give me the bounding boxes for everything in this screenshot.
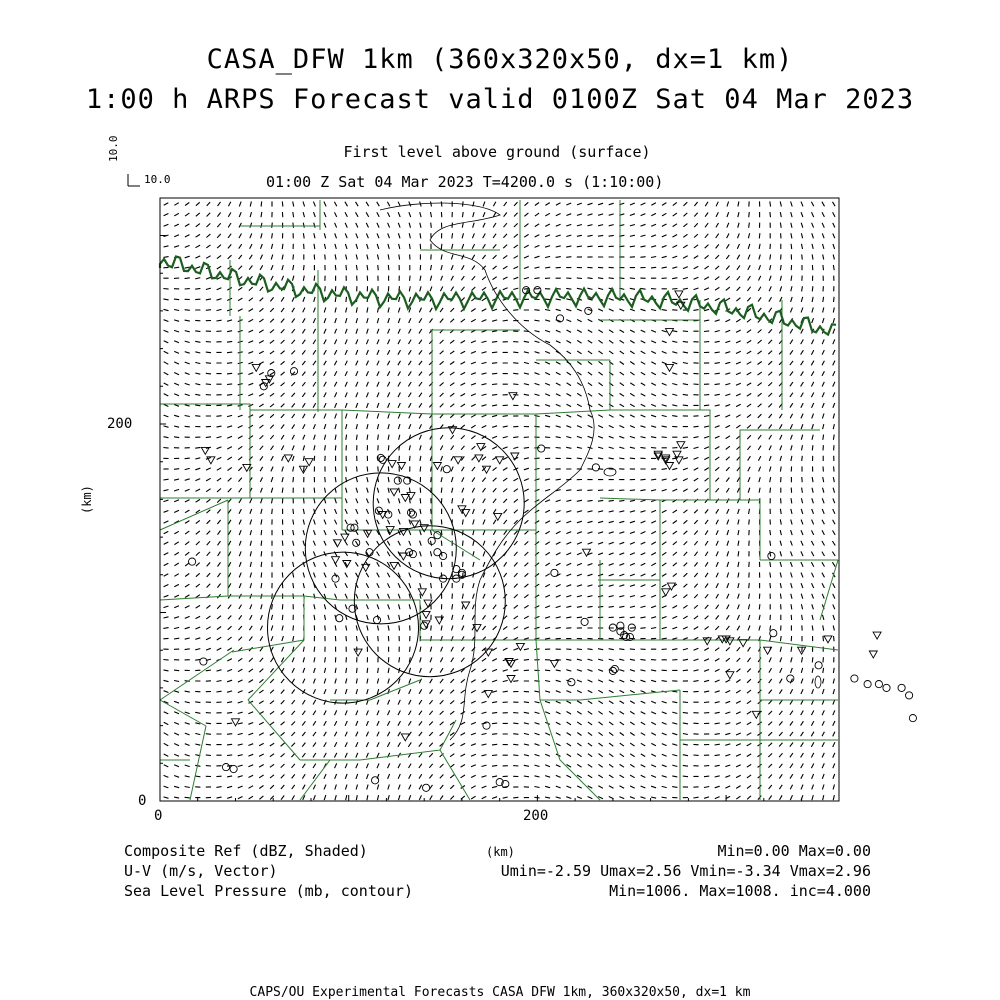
- station-circle-35: [409, 511, 416, 518]
- station-triangle-42: [873, 632, 881, 639]
- station-triangle-44: [824, 636, 832, 643]
- station-circle-51: [787, 675, 794, 682]
- county-boundary-33: [190, 726, 206, 800]
- station-circle-59: [909, 715, 916, 722]
- station-circle-31: [421, 622, 428, 629]
- radar-ring-0: [373, 428, 524, 579]
- station-triangle-19: [494, 513, 502, 520]
- x-axis-label: (km): [486, 845, 515, 859]
- station-triangle-71: [332, 557, 340, 564]
- station-triangle-9: [390, 489, 398, 496]
- y-tick-200: 200: [107, 416, 133, 432]
- station-circle-43: [336, 615, 343, 622]
- station-triangle-29: [341, 534, 349, 541]
- vector-reference-arrow: [128, 174, 140, 186]
- vector-reference-v-label: 10.0: [107, 135, 120, 162]
- station-circle-17: [440, 552, 447, 559]
- x-tick-200: 200: [523, 808, 549, 824]
- x-tick-0: 0: [154, 808, 163, 824]
- legend-reflectivity: Composite Ref (dBZ, Shaded): [124, 842, 368, 860]
- station-triangle-61: [666, 364, 674, 371]
- station-circle-54: [875, 681, 882, 688]
- station-markers: [189, 287, 917, 792]
- station-triangle-1: [477, 444, 485, 451]
- station-circle-48: [394, 477, 401, 484]
- county-boundary-2: [250, 410, 342, 498]
- station-triangle-63: [675, 291, 683, 298]
- legend-wind: U-V (m/s, Vector): [124, 862, 278, 880]
- level-subtitle-text: First level above ground (surface): [343, 143, 651, 161]
- county-boundary-3: [342, 410, 536, 414]
- county-boundary-43: [820, 560, 838, 620]
- station-circle-11: [428, 537, 435, 544]
- station-circle-58: [906, 692, 913, 699]
- station-circle-45: [373, 616, 380, 623]
- station-circle-49: [768, 552, 775, 559]
- station-triangle-23: [418, 589, 426, 596]
- county-boundary-52: [540, 700, 600, 800]
- county-boundary-63: [248, 700, 300, 760]
- chart-title-line1: CASA_DFW 1km (360x320x50, dx=1 km): [206, 44, 794, 75]
- county-boundary-41: [760, 640, 838, 650]
- station-circle-55: [864, 681, 871, 688]
- station-circle-42: [290, 368, 297, 375]
- vector-reference-u-label: 10.0: [144, 173, 171, 186]
- station-triangle-33: [662, 589, 670, 596]
- station-triangle-57: [201, 447, 209, 454]
- station-circle-53: [851, 675, 858, 682]
- station-triangle-74: [305, 459, 313, 466]
- station-triangle-45: [726, 672, 734, 679]
- station-circle-0: [379, 456, 386, 463]
- station-triangle-68: [390, 562, 398, 569]
- station-triangle-30: [473, 625, 481, 632]
- station-triangle-10: [401, 495, 409, 502]
- station-triangle-35: [703, 638, 711, 645]
- station-triangle-4: [433, 463, 441, 470]
- county-boundary-34: [300, 760, 330, 800]
- station-triangle-52: [401, 734, 409, 741]
- station-triangle-39: [739, 640, 747, 647]
- station-triangle-7: [388, 461, 396, 468]
- credit-footer: CAPS/OU Experimental Forecasts CASA DFW 1km, 360x320x50, dx=1 km: [249, 985, 751, 1000]
- county-boundary-36: [440, 720, 456, 750]
- station-circle-50: [770, 630, 777, 637]
- station-circle-66: [372, 777, 379, 784]
- station-circle-19: [611, 665, 618, 672]
- radar-ring-3: [268, 552, 419, 703]
- station-triangle-46: [752, 711, 760, 718]
- station-circle-18: [551, 569, 558, 576]
- county-boundary-51: [304, 596, 340, 600]
- county-boundary-16: [536, 410, 610, 414]
- legend-wind-range: Umin=-2.59 Umax=2.56 Vmin=-3.34 Vmax=2.96: [500, 862, 871, 880]
- station-circle-30: [568, 679, 575, 686]
- station-circle-34: [407, 509, 414, 516]
- station-circle-39: [230, 765, 237, 772]
- station-triangle-43: [869, 651, 877, 658]
- chart-title-line2: 1:00 h ARPS Forecast valid 0100Z Sat 04 Mar 2023: [85, 84, 915, 115]
- station-circle-29: [581, 618, 588, 625]
- station-triangle-51: [422, 611, 430, 618]
- station-triangle-2: [454, 457, 462, 464]
- station-triangle-26: [435, 617, 443, 624]
- station-circle-28: [592, 464, 599, 471]
- legend-pressure: Sea Level Pressure (mb, contour): [124, 882, 413, 900]
- station-circle-52: [815, 662, 822, 669]
- station-triangle-48: [550, 660, 558, 667]
- station-circle-38: [222, 764, 229, 771]
- county-boundary-22: [710, 500, 760, 560]
- station-triangle-60: [252, 364, 260, 371]
- station-circle-57: [898, 684, 905, 691]
- station-circle-56: [883, 684, 890, 691]
- county-boundary-12: [248, 640, 304, 700]
- station-triangle-21: [509, 393, 517, 400]
- station-triangle-67: [484, 691, 492, 698]
- station-triangle-47: [583, 549, 591, 556]
- station-triangle-54: [232, 719, 240, 726]
- station-triangle-53: [354, 649, 362, 656]
- station-circle-46: [443, 466, 450, 473]
- legend-reflectivity-range: Min=0.00 Max=0.00: [717, 842, 871, 860]
- station-triangle-65: [516, 643, 524, 650]
- station-triangle-62: [666, 329, 674, 336]
- county-boundary-7: [160, 500, 228, 530]
- station-triangle-3: [496, 457, 504, 464]
- y-tick-0: 0: [138, 793, 147, 809]
- lake-outline-2: [815, 676, 821, 688]
- station-circle-36: [189, 558, 196, 565]
- county-boundary-24: [740, 430, 820, 500]
- station-circle-62: [534, 287, 541, 294]
- legend-pressure-range: Min=1006. Max=1008. inc=4.000: [609, 882, 871, 900]
- radar-ring-2: [354, 526, 505, 677]
- county-boundary-38: [580, 690, 680, 700]
- station-circle-60: [538, 445, 545, 452]
- station-triangle-6: [475, 455, 483, 462]
- station-circle-37: [200, 658, 207, 665]
- radar-ring-1: [305, 473, 456, 624]
- valid-time-subtitle: 01:00 Z Sat 04 Mar 2023 T=4200.0 s (1:10:00): [266, 173, 664, 191]
- station-circle-6: [332, 575, 339, 582]
- county-boundary-11: [160, 650, 234, 700]
- y-axis-label: (km): [80, 485, 94, 514]
- station-triangle-73: [284, 455, 292, 462]
- county-boundary-1: [160, 404, 250, 498]
- station-circle-65: [423, 784, 430, 791]
